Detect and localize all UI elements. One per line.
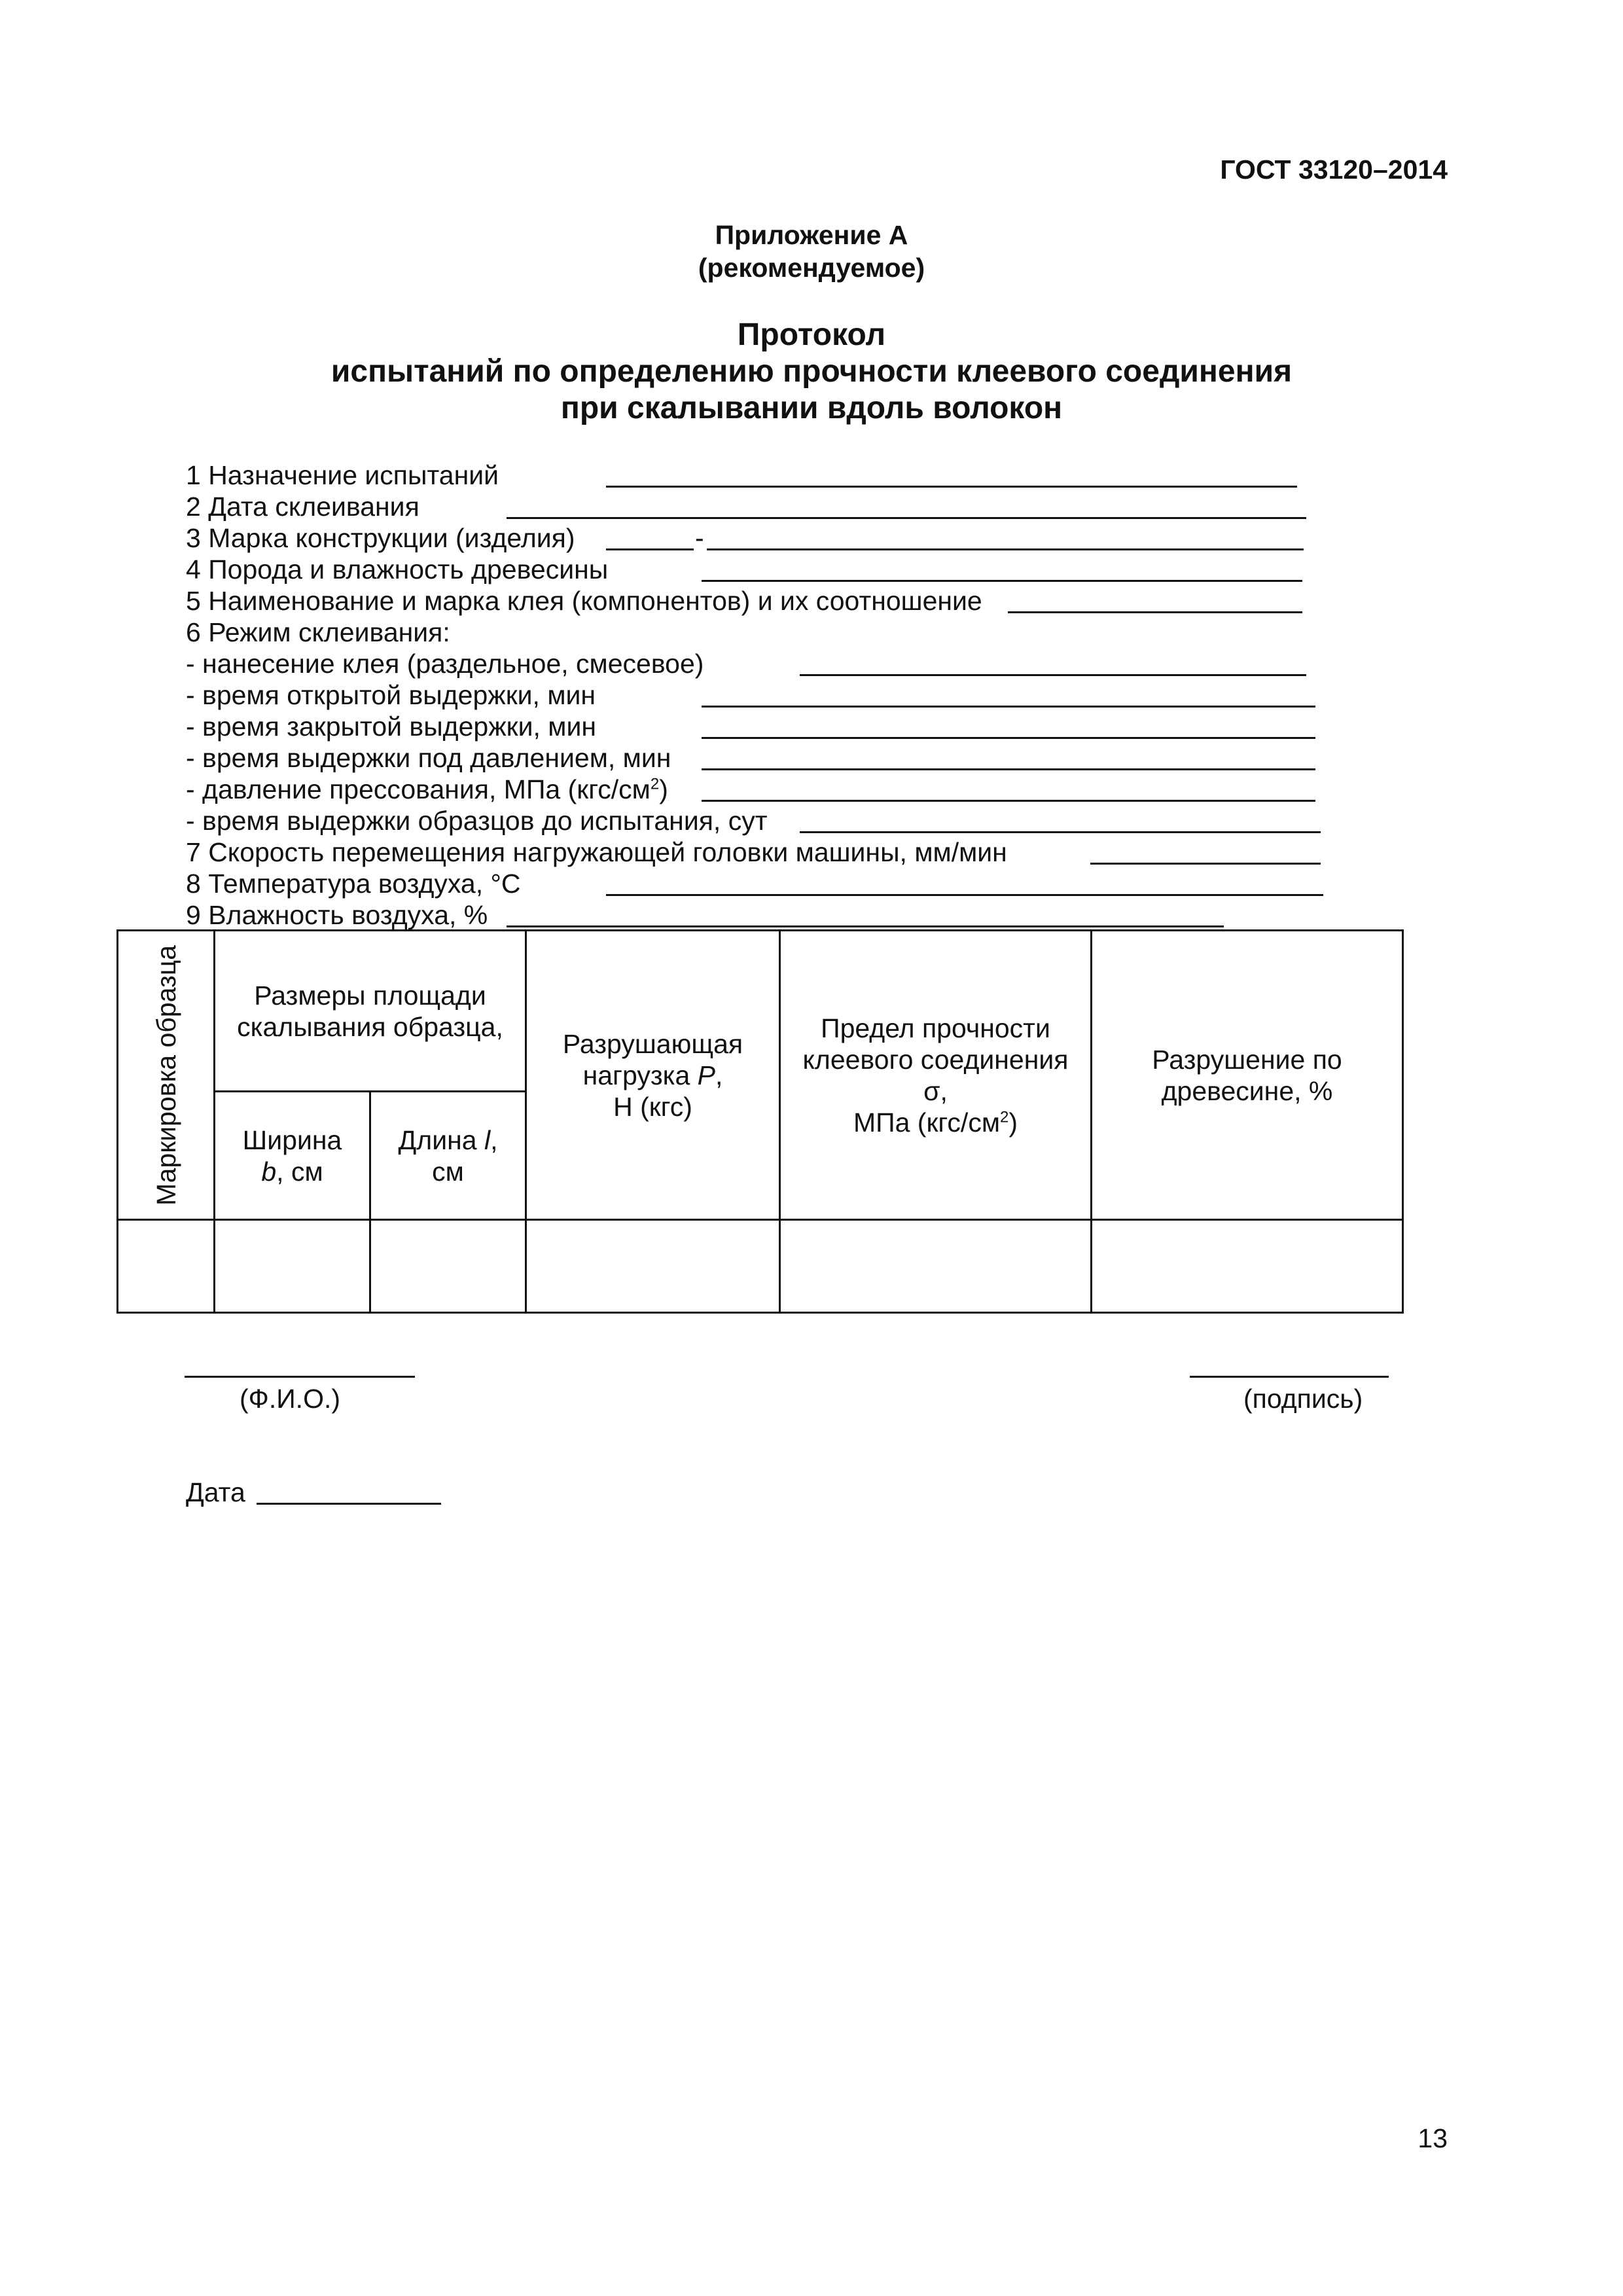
field-air-temperature-line[interactable] [606, 894, 1323, 896]
table-row [118, 1220, 1403, 1313]
protocol-table [116, 929, 1404, 1314]
protocol-subtitle-2: при скалывании вдоль волокон [560, 391, 1063, 425]
page-number: 13 [1418, 2123, 1448, 2153]
col-wood-line-1: Разрушение по [1152, 1044, 1342, 1075]
signature-line[interactable] [1190, 1376, 1389, 1378]
col-strength-line-1: Предел прочности [821, 1013, 1050, 1043]
field-construction-dash: - [695, 523, 704, 553]
field-pressing-pressure-close: ) [659, 774, 668, 804]
cell-strength[interactable] [780, 1220, 1092, 1313]
field-glue-mode: 6 Режим склеивания: [186, 617, 450, 647]
field-pressing-pressure-line[interactable] [702, 800, 1315, 802]
col-width-line-2: b, см [261, 1156, 323, 1187]
field-pressing-pressure-sup: 2 [650, 775, 660, 793]
appendix-note: (рекомендуемое) [698, 253, 925, 283]
col-load-line-2: нагрузка Р, [582, 1060, 723, 1090]
field-purpose: 1 Назначение испытаний [186, 460, 499, 490]
col-length-line-1: Длина l, [398, 1124, 498, 1155]
col-load-line-3: Н (кгс) [613, 1091, 692, 1122]
field-head-speed-line[interactable] [1090, 863, 1321, 865]
field-adhesive-line[interactable] [1008, 611, 1302, 613]
col-length-line-2: см [432, 1156, 464, 1187]
field-sample-holding: - время выдержки образцов до испытания, сут [186, 806, 768, 836]
field-purpose-line[interactable] [606, 486, 1297, 488]
col-length-header [370, 1092, 526, 1220]
cell-wood-failure[interactable] [1092, 1220, 1403, 1313]
field-open-time-line[interactable] [702, 706, 1315, 708]
col-wood-line-2: древесине, % [1161, 1075, 1333, 1106]
col-marking-header [118, 931, 215, 1220]
col-area-header [215, 931, 526, 1092]
date-label: Дата [186, 1477, 245, 1507]
field-glue-application-line[interactable] [800, 674, 1306, 676]
field-pressure-time: - время выдержки под давлением, мин [186, 743, 671, 773]
field-sample-holding-line[interactable] [800, 831, 1321, 833]
name-caption: (Ф.И.О.) [240, 1384, 341, 1414]
signature-caption: (подпись) [1243, 1384, 1363, 1414]
cell-length[interactable] [370, 1220, 526, 1313]
col-wood-failure-header [1092, 931, 1403, 1220]
standard-number: ГОСТ 33120–2014 [1220, 154, 1448, 185]
field-wood-species: 4 Порода и влажность древесины [186, 554, 609, 584]
field-open-time: - время открытой выдержки, мин [186, 680, 596, 710]
date-line[interactable] [257, 1503, 441, 1505]
col-strength-header [780, 931, 1092, 1220]
protocol-title: Протокол [737, 317, 886, 352]
field-air-humidity-line[interactable] [507, 925, 1224, 927]
appendix-title: Приложение А [715, 220, 908, 250]
col-marking-label: Маркировка образца [151, 944, 181, 1206]
col-strength-line-4: МПа $(кгс/см^2)$ [853, 1107, 1018, 1138]
col-load-line-1: Разрушающая [562, 1028, 743, 1059]
cell-width[interactable] [215, 1220, 370, 1313]
field-closed-time: - время закрытой выдержки, мин [186, 711, 596, 742]
field-wood-species-line[interactable] [702, 580, 1302, 582]
col-strength-line-3: σ, [923, 1075, 948, 1106]
field-construction-grade: 3 Марка конструкции (изделия) [186, 523, 575, 553]
field-glue-date: 2 Дата склеивания [186, 492, 419, 522]
table-header-row [118, 931, 1403, 1092]
field-air-humidity: 9 Влажность воздуха, % [186, 900, 488, 930]
field-pressing-pressure [186, 774, 668, 805]
field-construction-grade-line-a[interactable] [606, 548, 694, 550]
field-pressure-time-line[interactable] [702, 768, 1315, 770]
col-strength-line-2: клеевого соединения [802, 1044, 1069, 1075]
field-glue-date-line[interactable] [507, 517, 1306, 519]
field-adhesive: 5 Наименование и марка клея (компонентов) и их соотношение [186, 586, 982, 616]
col-width-header [215, 1092, 370, 1220]
col-area-label: Размеры площади скалывания образца, [237, 980, 503, 1042]
col-width-line-1: Ширина [242, 1124, 342, 1155]
col-load-header [526, 931, 780, 1220]
field-air-temperature: 8 Температура воздуха, °С [186, 869, 521, 899]
field-pressing-pressure-text: - давление прессования, МПа (кгс/см [186, 774, 651, 804]
field-closed-time-line[interactable] [702, 737, 1315, 739]
cell-load[interactable] [526, 1220, 780, 1313]
field-construction-grade-line-b[interactable] [707, 548, 1304, 550]
name-signature-line[interactable] [185, 1376, 415, 1378]
field-head-speed: 7 Скорость перемещения нагружающей головки машины, мм/мин [186, 837, 1007, 867]
protocol-subtitle-1: испытаний по определению прочности клеевого соединения [330, 354, 1293, 389]
cell-marking[interactable] [118, 1220, 215, 1313]
field-glue-application: - нанесение клея (раздельное, смесевое) [186, 649, 704, 679]
